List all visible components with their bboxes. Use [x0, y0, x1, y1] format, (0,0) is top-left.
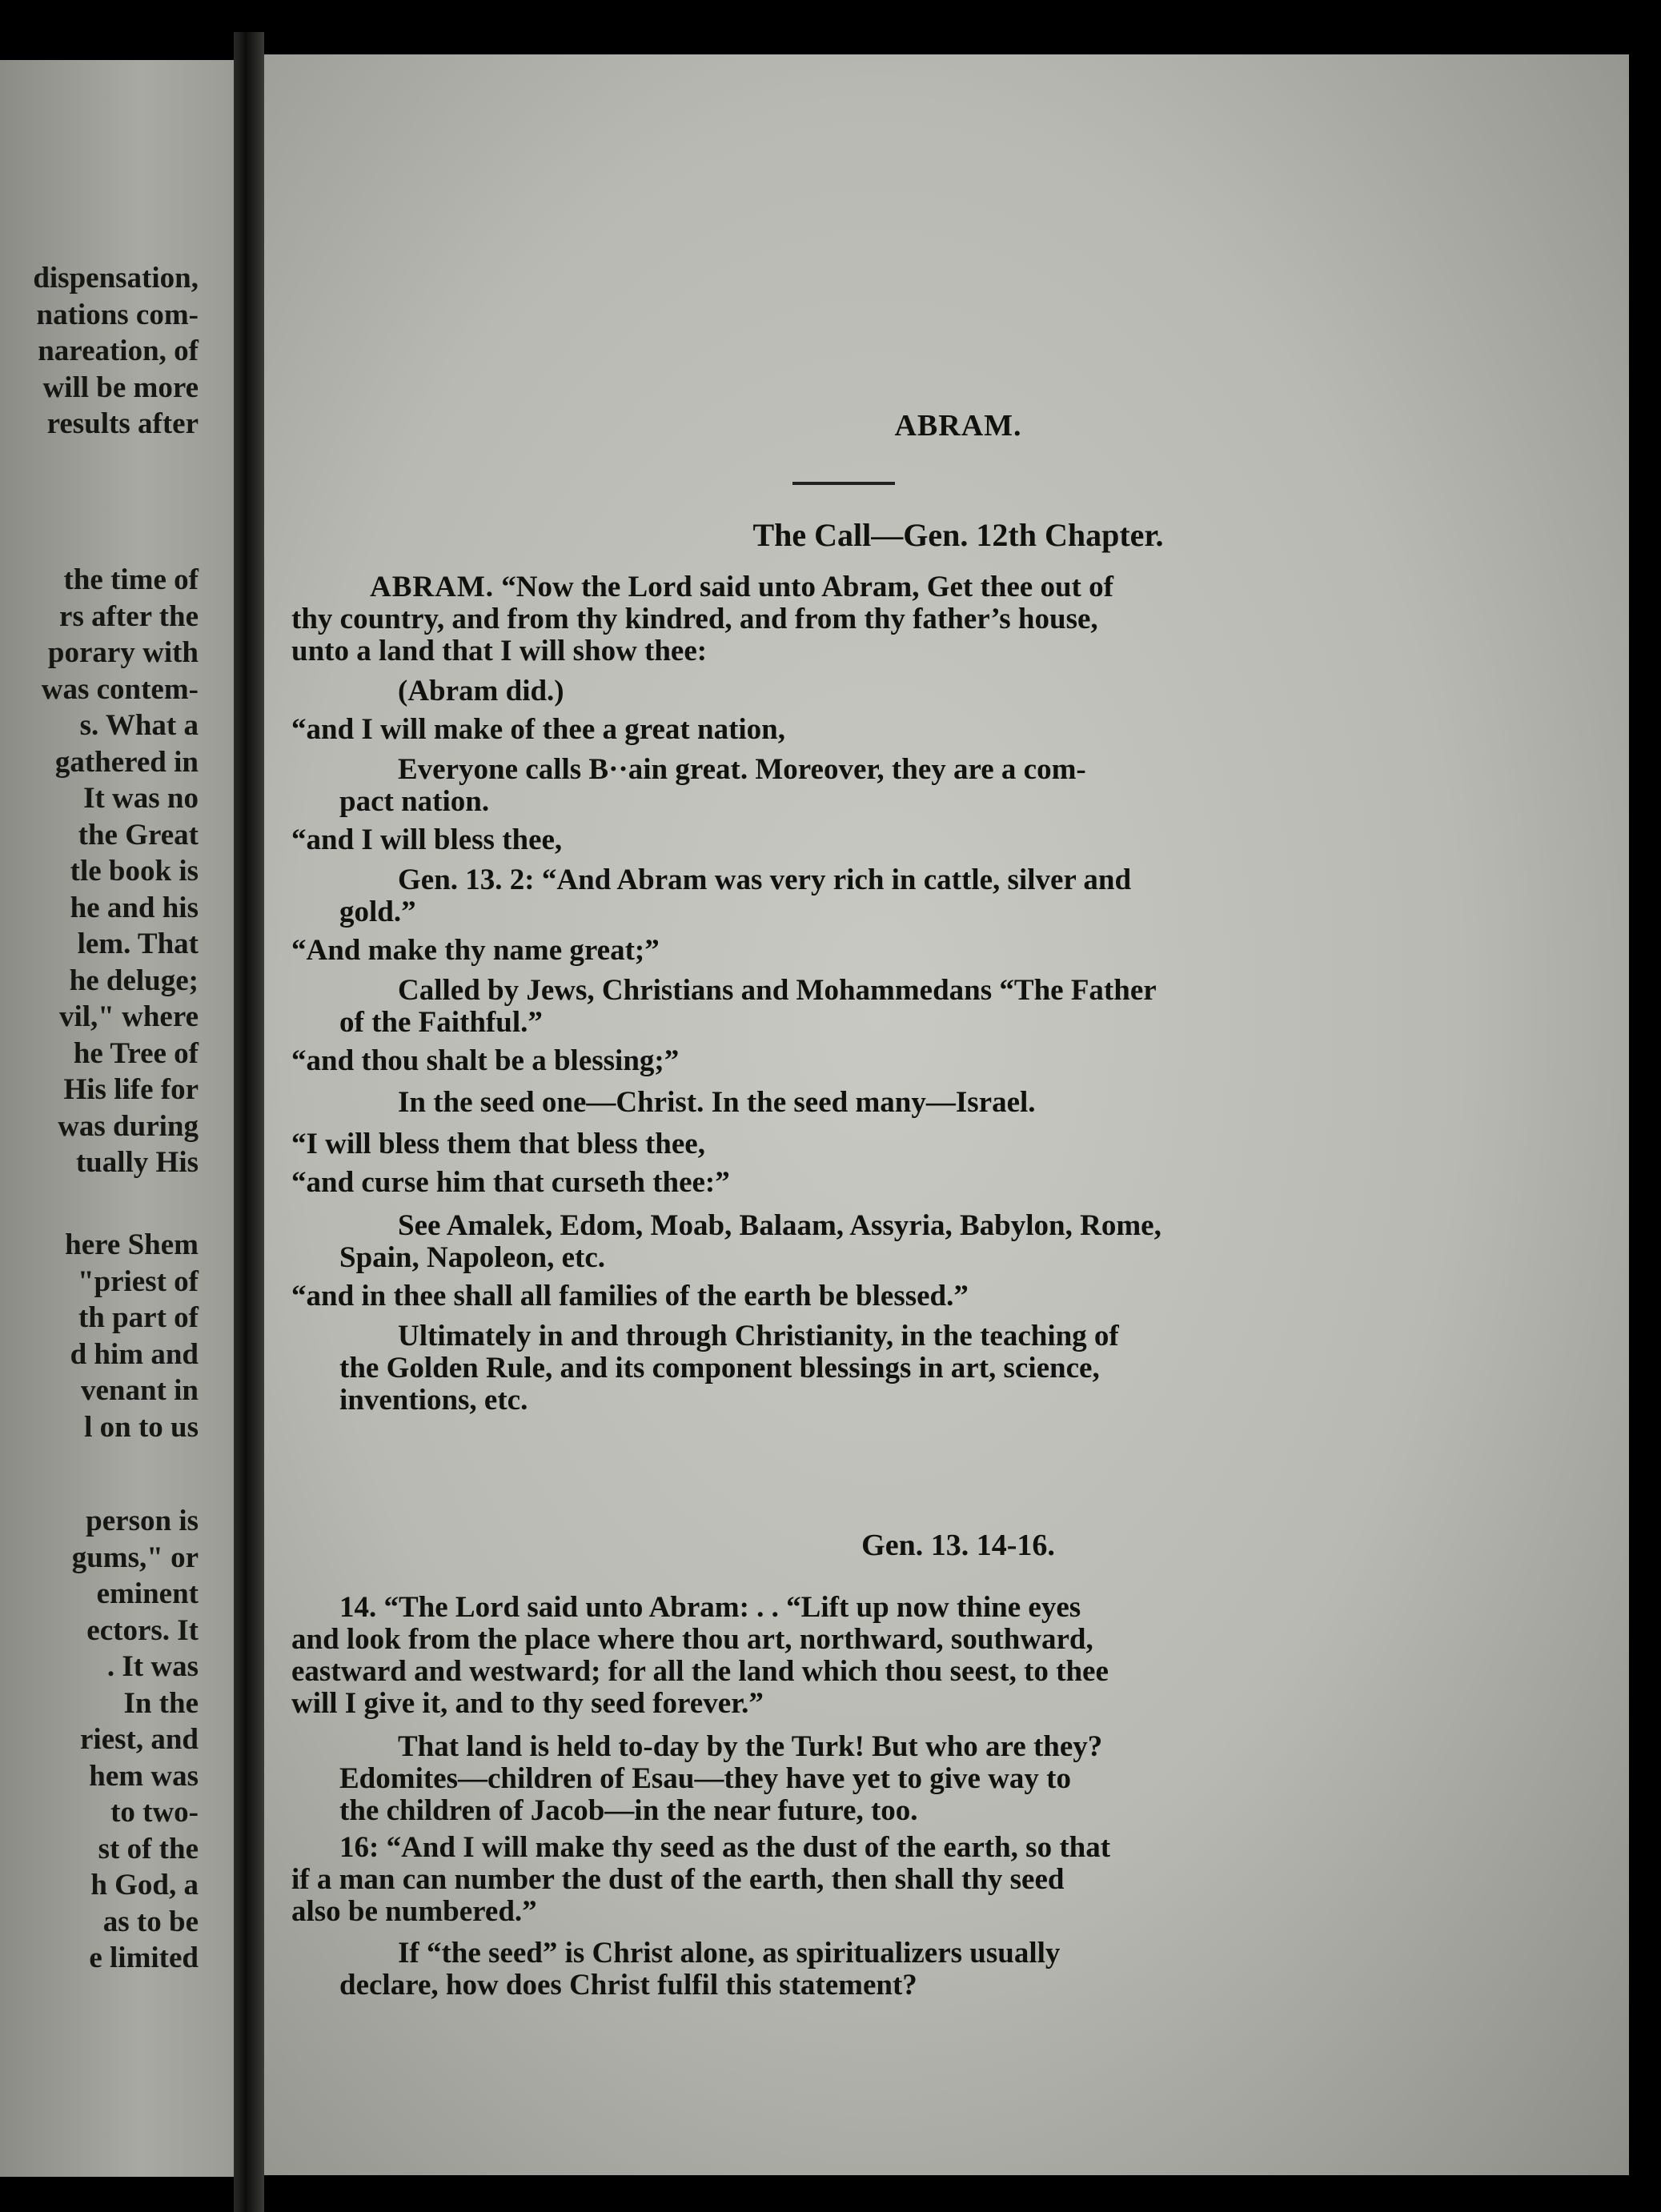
line-text: unto a land that I will show thee:	[291, 635, 708, 667]
text-line	[370, 571, 1113, 604]
left-page-text-column-2	[0, 562, 199, 1181]
text-line	[339, 1352, 1100, 1385]
line-text: if a man can number the dust of the earth, then shall thy seed	[291, 1863, 1065, 1896]
line-text: Called by Jews, Christians and Mohammedans “The Father	[398, 974, 1157, 1007]
text-line	[291, 635, 707, 668]
line-text: “and I will bless thee,	[291, 823, 563, 856]
left-text-line: the time of	[63, 563, 199, 596]
line-text: gold.”	[339, 896, 416, 928]
text-line	[291, 1280, 969, 1313]
line-text: Everyone calls B··ain great. Moreover, they are a com-	[398, 753, 1086, 786]
left-text-line: riest, and	[80, 1723, 199, 1756]
left-text-line: His life for	[63, 1073, 199, 1106]
text-line	[398, 864, 1131, 897]
line-text: In the seed one—Christ. In the seed many—Israel.	[398, 1086, 1036, 1119]
left-text-line: dispensation,	[33, 262, 199, 295]
left-page-text-column	[0, 260, 199, 443]
left-text-line: th part of	[78, 1301, 199, 1334]
text-line	[291, 1687, 764, 1721]
left-text-line: gums," or	[71, 1541, 199, 1574]
left-text-line: to two-	[110, 1796, 199, 1829]
text-line	[291, 1166, 730, 1200]
line-text: “and in thee shall all families of the earth be blessed.”	[291, 1280, 969, 1312]
text-line	[398, 1730, 1102, 1764]
text-line	[398, 974, 1157, 1008]
text-line	[339, 1006, 543, 1040]
left-text-block-4	[0, 1503, 199, 1977]
left-text-line: e limited	[89, 1942, 199, 1974]
left-text-line: gathered in	[54, 745, 199, 779]
text-line	[291, 1623, 1093, 1657]
left-page-fragment	[0, 60, 234, 2177]
text-line	[291, 713, 785, 747]
line-text: eastward and westward; for all the land which thou seest, to thee	[291, 1655, 1109, 1688]
left-text-line: rs after the	[59, 599, 199, 633]
line-text: the Golden Rule, and its component blessings in art, science,	[339, 1352, 1100, 1385]
text-line	[339, 1762, 1071, 1796]
text-line	[291, 603, 1098, 636]
left-text-line: eminent	[96, 1577, 199, 1610]
text-line	[398, 675, 564, 708]
left-text-line: he deluge;	[69, 964, 199, 997]
line-text: will I give it, and to thy seed forever.”	[291, 1687, 764, 1720]
text-line	[339, 1241, 605, 1275]
line-text: also be numbered.”	[291, 1895, 537, 1928]
text-line	[398, 1937, 1060, 1970]
left-text-block-3	[0, 1227, 199, 1445]
line-text: 16: “And I will make thy seed as the dust of the earth, so that	[339, 1831, 1111, 1864]
text-line	[291, 934, 660, 968]
left-text-line: st of the	[98, 1832, 199, 1865]
left-text-line: here Shem	[65, 1228, 199, 1261]
text-line	[291, 1044, 679, 1078]
left-text-line: nareation, of	[38, 335, 199, 367]
section-heading-2: Gen. 13. 14-16.	[861, 1529, 1055, 1562]
text-line	[339, 1384, 528, 1417]
text-line	[339, 1591, 1081, 1625]
left-text-line: In the	[123, 1686, 199, 1720]
text-line	[398, 1209, 1161, 1243]
text-line	[339, 785, 489, 819]
left-text-line: was contem-	[41, 672, 199, 706]
line-text: Gen. 13. 2: “And Abram was very rich in cattle, silver and	[398, 864, 1132, 896]
line-text: “I will bless them that bless thee,	[291, 1128, 705, 1160]
text-line	[398, 753, 1086, 787]
line-text: Edomites—children of Esau—they have yet to give way to	[339, 1762, 1071, 1795]
line-text: inventions, etc.	[339, 1384, 528, 1417]
text-line	[339, 1794, 918, 1828]
line-text: of the Faithful.”	[339, 1006, 543, 1039]
left-text-line: he Tree of	[73, 1036, 199, 1070]
line-text: declare, how does Christ fulfil this statement?	[339, 1969, 917, 2002]
line-text: the children of Jacob—in the near future, too.	[339, 1794, 918, 1827]
line-text: “Now the Lord said unto Abram, Get thee out of	[494, 571, 1113, 603]
left-text-line: as to be	[102, 1905, 199, 1938]
text-line	[291, 1895, 537, 1929]
left-text-line: hem was	[89, 1759, 199, 1793]
left-text-line: d him and	[70, 1337, 199, 1371]
left-text-line: porary with	[47, 636, 199, 669]
text-line	[398, 1086, 1036, 1120]
left-text-line: s. What a	[79, 709, 199, 742]
text-line	[339, 1831, 1110, 1865]
left-text-line: he and his	[70, 891, 199, 924]
section-heading: The Call—Gen. 12th Chapter.	[752, 517, 1164, 553]
title-rule	[792, 482, 895, 485]
left-text-line: results after	[46, 407, 199, 440]
book-gutter	[234, 32, 264, 2212]
left-text-line: "priest of	[77, 1264, 199, 1298]
line-text: “and curse him that curseth thee:”	[291, 1166, 730, 1199]
line-text: “and thou shalt be a blessing;”	[291, 1044, 680, 1077]
line-text: If “the seed” is Christ alone, as spiritualizers usually	[398, 1937, 1061, 1970]
left-text-line: l on to us	[84, 1410, 199, 1444]
text-line	[291, 823, 562, 857]
text-line	[339, 896, 416, 929]
left-text-line: tually His	[75, 1146, 199, 1179]
text-line	[398, 1320, 1119, 1353]
left-text-line: will be more	[42, 371, 199, 404]
left-text-line: h God, a	[90, 1869, 199, 1901]
page-title: ABRAM.	[894, 409, 1022, 443]
left-text-line: It was no	[83, 782, 199, 815]
line-text: pact nation.	[339, 785, 490, 818]
line-text: Ultimately in and through Christianity, in the teaching of	[398, 1320, 1119, 1352]
left-text-line: tle book is	[70, 855, 199, 888]
left-text-line: nations com-	[36, 298, 199, 331]
line-text: Spain, Napoleon, etc.	[339, 1241, 606, 1274]
line-text: 14. “The Lord said unto Abram: . . “Lift up now thine eyes	[339, 1591, 1081, 1624]
left-text-line: vil," where	[59, 1000, 199, 1033]
left-text-line: lem. That	[77, 928, 199, 960]
left-text-line: the Great	[78, 818, 199, 852]
left-text-line: venant in	[80, 1374, 199, 1407]
left-text-block-2	[0, 562, 199, 1181]
line-text: and look from the place where thou art, northward, southward,	[291, 1623, 1093, 1656]
left-page-text-column-3	[0, 1227, 199, 1445]
line-text: “And make thy name great;”	[291, 934, 660, 967]
line-text: That land is held to-day by the Turk! But who are they?	[398, 1730, 1103, 1763]
line-text: (Abram did.)	[398, 675, 564, 707]
text-line	[291, 1128, 705, 1161]
left-text-line: ectors. It	[86, 1613, 199, 1647]
left-text-block-1	[0, 260, 199, 443]
left-page-text-column-4	[0, 1503, 199, 1977]
text-line	[291, 1863, 1064, 1897]
line-text: See Amalek, Edom, Moab, Balaam, Assyria, Babylon, Rome,	[398, 1209, 1161, 1242]
left-text-line: person is	[86, 1505, 199, 1537]
left-text-line: . It was	[106, 1650, 199, 1683]
line-text: thy country, and from thy kindred, and from thy father’s house,	[291, 603, 1098, 635]
left-text-line: was during	[58, 1109, 199, 1143]
right-page	[264, 54, 1629, 2175]
text-line	[339, 1969, 917, 2002]
line-text: “and I will make of thee a great nation,	[291, 713, 786, 746]
text-line	[291, 1655, 1109, 1689]
lead-word: ABRAM.	[370, 571, 495, 603]
